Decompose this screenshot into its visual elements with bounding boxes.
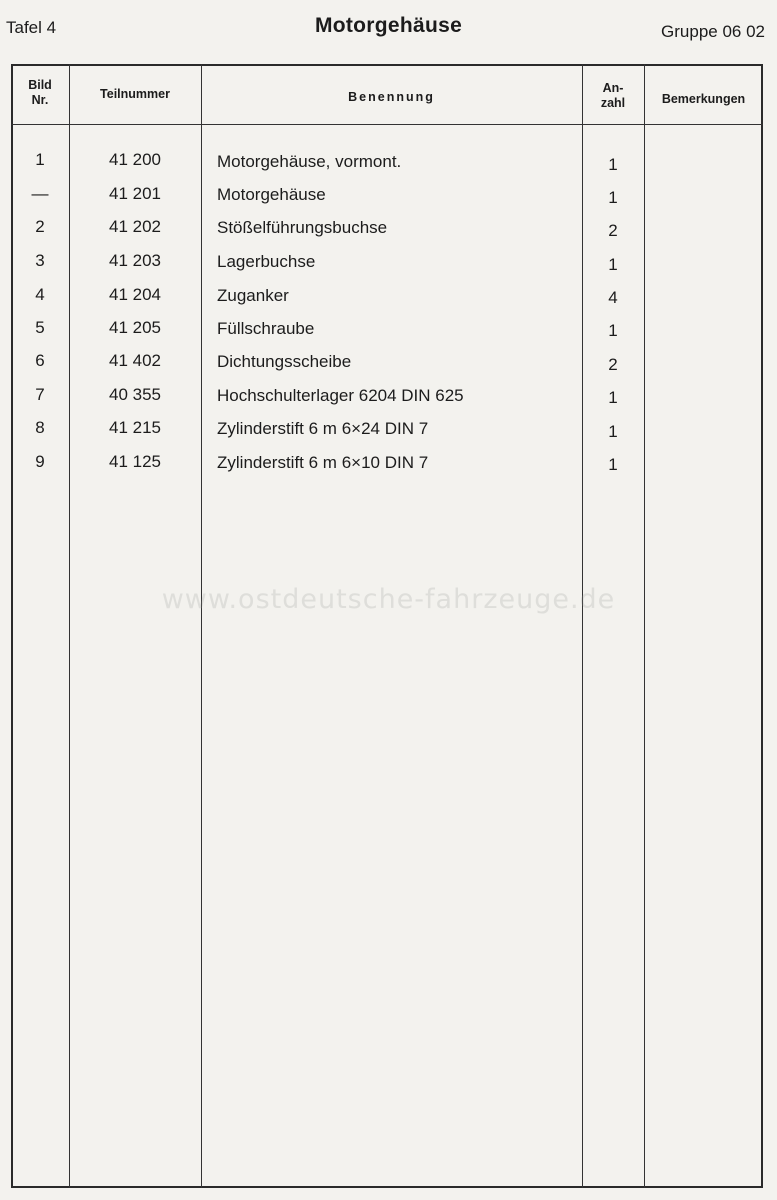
row-nr: 5 bbox=[35, 318, 45, 337]
row-teilnummer: 41 204 bbox=[109, 285, 161, 304]
row-anzahl: 1 bbox=[608, 155, 618, 174]
row-nr: 4 bbox=[35, 285, 45, 304]
row-benennung: Zylinderstift 6 m 6×10 DIN 7 bbox=[217, 453, 429, 472]
column-header-benennung: Benennung bbox=[348, 90, 435, 104]
row-benennung: Lagerbuchse bbox=[217, 252, 316, 271]
row-anzahl: 1 bbox=[608, 455, 618, 474]
row-teilnummer: 41 215 bbox=[109, 418, 161, 437]
column-header-bemerkungen: Bemerkungen bbox=[661, 92, 746, 106]
row-teilnummer: 41 205 bbox=[109, 318, 161, 337]
column-divider bbox=[644, 64, 645, 1188]
row-teilnummer: 41 201 bbox=[109, 184, 161, 203]
row-anzahl: 4 bbox=[608, 288, 618, 307]
row-nr: 6 bbox=[35, 351, 45, 370]
row-anzahl: 2 bbox=[608, 355, 618, 374]
row-anzahl: 1 bbox=[608, 255, 618, 274]
header-tafel: Tafel 4 bbox=[6, 18, 57, 37]
row-benennung: Zuganker bbox=[217, 286, 289, 305]
row-nr: 9 bbox=[35, 452, 45, 471]
column-header-teilnummer: Teilnummer bbox=[100, 87, 170, 101]
row-teilnummer: 41 125 bbox=[109, 452, 161, 471]
row-anzahl: 1 bbox=[608, 422, 618, 441]
column-header-anzahl-line1: An- bbox=[602, 81, 624, 95]
row-nr: — bbox=[31, 184, 49, 203]
watermark: www.ostdeutsche-fahrzeuge.de bbox=[161, 584, 616, 615]
row-anzahl: 2 bbox=[608, 221, 618, 240]
row-teilnummer: 41 202 bbox=[109, 217, 161, 236]
row-teilnummer: 41 402 bbox=[109, 351, 161, 370]
column-header-anzahl bbox=[582, 81, 644, 111]
row-nr: 3 bbox=[35, 251, 45, 270]
row-anzahl: 1 bbox=[608, 188, 618, 207]
column-header-anzahl-line2: zahl bbox=[600, 96, 626, 110]
row-benennung: Dichtungsscheibe bbox=[217, 352, 352, 371]
row-benennung: Motorgehäuse, vormont. bbox=[217, 152, 402, 171]
row-anzahl: 1 bbox=[608, 321, 618, 340]
row-benennung: Hochschulterlager 6204 DIN 625 bbox=[217, 386, 464, 405]
row-benennung: Stößelführungsbuchse bbox=[217, 218, 388, 237]
column-header-bild-nr-line1: Bild bbox=[28, 78, 52, 92]
row-teilnummer: 41 203 bbox=[109, 251, 161, 270]
row-anzahl: 1 bbox=[608, 388, 618, 407]
column-header-bild-nr bbox=[11, 78, 69, 108]
row-benennung: Motorgehäuse bbox=[217, 185, 326, 204]
column-header-bild-nr-line2: Nr. bbox=[31, 93, 49, 107]
page-title: Motorgehäuse bbox=[314, 14, 463, 37]
header-gruppe: Gruppe 06 02 bbox=[661, 22, 765, 41]
row-nr: 7 bbox=[35, 385, 45, 404]
row-teilnummer: 41 200 bbox=[109, 150, 161, 169]
row-benennung: Füllschraube bbox=[217, 319, 315, 338]
header-divider bbox=[11, 124, 763, 125]
row-nr: 8 bbox=[35, 418, 45, 437]
row-nr: 2 bbox=[35, 217, 45, 236]
row-benennung: Zylinderstift 6 m 6×24 DIN 7 bbox=[217, 419, 429, 438]
column-divider bbox=[201, 64, 202, 1188]
row-nr: 1 bbox=[35, 150, 45, 169]
row-teilnummer: 40 355 bbox=[109, 385, 161, 404]
